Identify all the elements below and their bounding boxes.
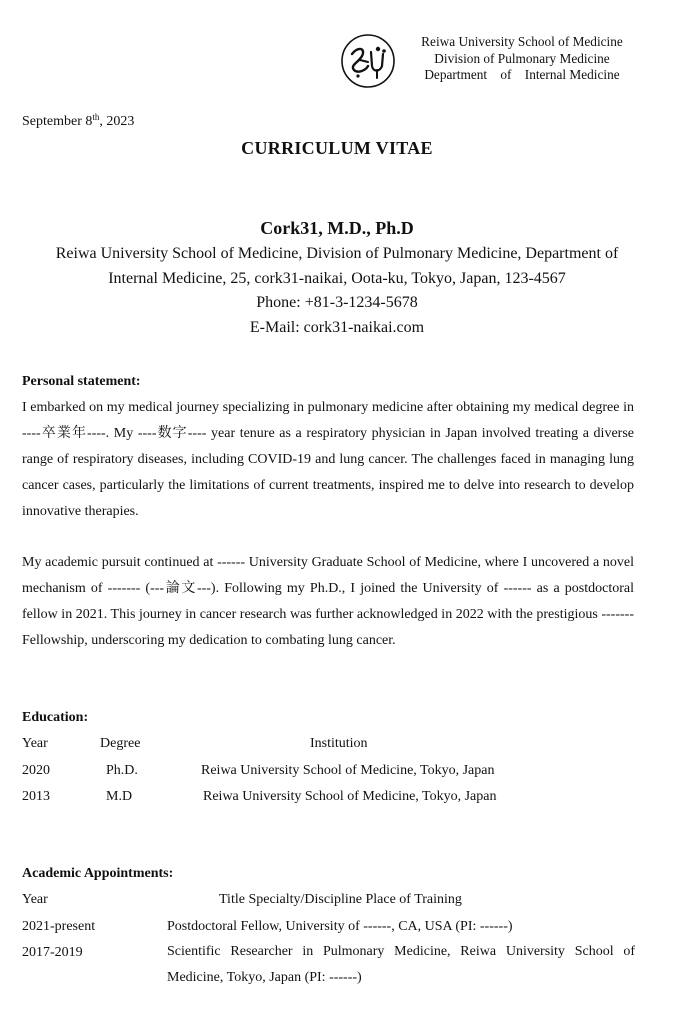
address-line-1: Reiwa University School of Medicine, Division of Pulmonary Medicine, Department of bbox=[55, 245, 619, 262]
document-date bbox=[22, 114, 134, 130]
date-ordinal: th bbox=[92, 112, 100, 122]
page-title: CURRICULUM VITAE bbox=[241, 138, 433, 158]
letterhead bbox=[406, 34, 638, 84]
appointments-header-row bbox=[0, 892, 674, 912]
appointment-year: 2017-2019 bbox=[22, 945, 83, 960]
appointment-text: Scientific Researcher in Pulmonary Medicine, Reiwa University School of Medicine, Tokyo, Japan (PI: ------) bbox=[167, 944, 635, 985]
education-header-row bbox=[0, 736, 674, 756]
letterhead-line-2: Division of Pulmonary Medicine bbox=[434, 50, 610, 66]
education-degree: Ph.D. bbox=[106, 763, 138, 778]
appointments-col-title: Title Specialty/Discipline Place of Training bbox=[219, 892, 462, 907]
education-col-degree: Degree bbox=[100, 736, 141, 751]
date-day: September 8 bbox=[22, 114, 93, 129]
date-year: , 2023 bbox=[99, 114, 135, 129]
personal-statement-paragraph-1: I embarked on my medical journey specializing in pulmonary medicine after obtaining my medical degree in ----卒業年----. My ----数字---- year tenure as a respiratory physician in Japan involved treating a diverse range of respiratory diseases, including COVID-19 and lung cancer. The challenges faced in managing lung cancer cases, particularly the limitations of current treatments, inspired me to delve into research to develop innovative therapies. bbox=[22, 400, 634, 519]
table-row bbox=[0, 789, 674, 809]
personal-statement-paragraph-2: My academic pursuit continued at ------ University Graduate School of Medicine, where I uncovered a novel mechanism of ------- (---論文---). Following my Ph.D., I joined the University of ------ as a postdoctoral fellow in 2021. This journey in cancer research was further acknowledged in 2022 with the prestigious ------- Fellowship, underscoring my dedication to combating lung cancer. bbox=[22, 555, 634, 648]
education-institution: Reiwa University School of Medicine, Tokyo, Japan bbox=[201, 763, 495, 778]
appointment-text: Postdoctoral Fellow, University of ------, CA, USA (PI: ------) bbox=[167, 919, 513, 934]
appointment-year: 2021-present bbox=[22, 919, 96, 934]
table-row bbox=[0, 919, 674, 939]
education-year: 2020 bbox=[22, 763, 50, 778]
table-row bbox=[0, 763, 674, 783]
education-degree: M.D bbox=[106, 789, 133, 804]
letterhead-line-3: Department of Internal Medicine bbox=[424, 67, 620, 82]
education-institution: Reiwa University School of Medicine, Tokyo, Japan bbox=[203, 789, 497, 804]
appointments-col-year: Year bbox=[22, 892, 48, 907]
university-logo bbox=[338, 32, 398, 90]
contact-block bbox=[0, 242, 674, 340]
education-col-year: Year bbox=[22, 736, 48, 751]
letterhead-line-1: Reiwa University School of Medicine bbox=[421, 34, 623, 49]
address-line-2: Internal Medicine, 25, cork31-naikai, Oota-ku, Tokyo, Japan, 123-4567 bbox=[108, 269, 566, 287]
email: E-Mail: cork31-naikai.com bbox=[249, 318, 425, 336]
education-col-institution: Institution bbox=[310, 736, 368, 751]
appointments-heading: Academic Appointments: bbox=[22, 866, 174, 881]
person-name: Cork31, M.D., Ph.D bbox=[260, 218, 414, 238]
education-heading: Education: bbox=[22, 710, 89, 725]
education-year: 2013 bbox=[22, 789, 50, 804]
phone: Phone: +81-3-1234-5678 bbox=[256, 294, 418, 311]
personal-statement-heading: Personal statement: bbox=[22, 374, 141, 389]
